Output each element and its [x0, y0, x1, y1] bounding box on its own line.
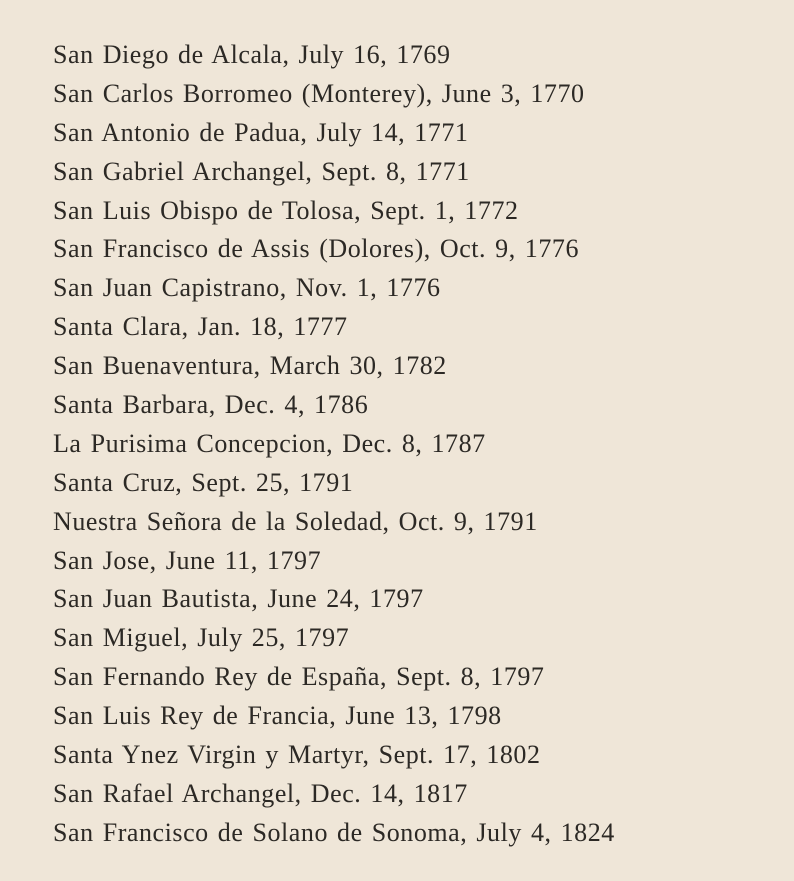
mission-entry-san-jose: San Jose, June 11, 1797 [53, 545, 322, 575]
mission-entry-san-rafael: San Rafael Archangel, Dec. 14, 1817 [53, 778, 468, 808]
mission-entry-santa-clara: Santa Clara, Jan. 18, 1777 [53, 312, 348, 342]
mission-entry-san-gabriel: San Gabriel Archangel, Sept. 8, 1771 [53, 156, 470, 186]
mission-entry-san-juan-bautista: San Juan Bautista, June 24, 1797 [53, 584, 424, 614]
mission-entry-san-diego: San Diego de Alcala, July 16, 1769 [53, 40, 451, 69]
mission-entry-soledad: Nuestra Señora de la Soledad, Oct. 9, 1791 [53, 506, 538, 536]
mission-entry-santa-ynez: Santa Ynez Virgin y Martyr, Sept. 17, 1802 [53, 740, 541, 770]
mission-entry-san-buenaventura: San Buenaventura, March 30, 1782 [53, 351, 447, 381]
mission-founding-list [53, 36, 794, 853]
mission-entry-san-luis-rey: San Luis Rey de Francia, June 13, 1798 [53, 701, 502, 731]
mission-entry-santa-cruz: Santa Cruz, Sept. 25, 1791 [53, 467, 354, 497]
mission-entry-san-miguel: San Miguel, July 25, 1797 [53, 623, 350, 653]
mission-entry-san-luis-obispo: San Luis Obispo de Tolosa, Sept. 1, 1772 [53, 195, 519, 225]
mission-entry-san-antonio: San Antonio de Padua, July 14, 1771 [53, 117, 469, 147]
mission-entry-san-fernando: San Fernando Rey de España, Sept. 8, 1797 [53, 662, 545, 692]
mission-entry-sonoma: San Francisco de Solano de Sonoma, July 4, 1824 [53, 817, 615, 847]
mission-entry-san-carlos: San Carlos Borromeo (Monterey), June 3, 1770 [53, 78, 585, 108]
mission-entry-san-francisco-de-assis: San Francisco de Assis (Dolores), Oct. 9, 1776 [53, 234, 580, 264]
mission-entry-santa-barbara: Santa Barbara, Dec. 4, 1786 [53, 390, 369, 420]
mission-entry-san-juan-capistrano: San Juan Capistrano, Nov. 1, 1776 [53, 273, 441, 303]
mission-entry-la-purisima: La Purisima Concepcion, Dec. 8, 1787 [53, 428, 486, 458]
